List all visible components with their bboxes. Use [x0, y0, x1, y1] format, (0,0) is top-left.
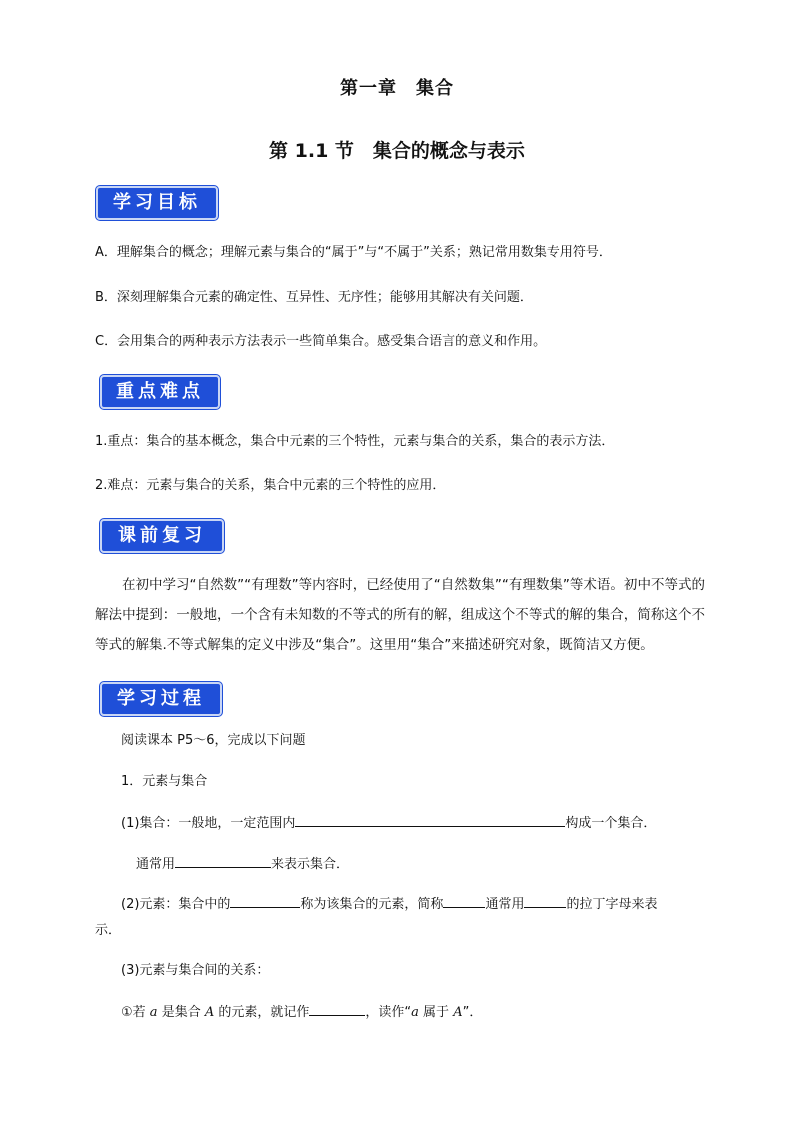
set-def-blank[interactable] — [295, 812, 565, 827]
belong-line — [121, 1001, 482, 1023]
set-def-prefix: (1)集合：一般地，一定范围内 — [121, 816, 296, 831]
chapter-title: 第一章 集合 — [340, 78, 454, 99]
elem-suffix: 的拉丁字母来表 — [566, 897, 658, 912]
var-A2: A — [453, 1005, 463, 1020]
key-point-2: 2.难点：元素与集合的关系，集合中元素的三个特性的应用． — [95, 478, 446, 493]
var-a2: a — [411, 1005, 419, 1020]
var-A: A — [204, 1005, 215, 1020]
element-definition-line — [121, 893, 657, 915]
set-def-suffix: 构成一个集合． — [565, 816, 657, 831]
belong-2: 是集合 — [161, 1005, 201, 1020]
belong-blank[interactable] — [309, 1001, 365, 1016]
var-a: a — [149, 1005, 158, 1020]
objective-a: A．理解集合的概念；理解元素与集合的“属于”与“不属于”关系；熟记常用数集专用符号． — [95, 245, 612, 260]
elem-blank-2[interactable] — [443, 893, 485, 908]
badge-preview: 课前复习 — [100, 519, 224, 553]
section-title: 第 1.1 节 集合的概念与表示 — [269, 140, 525, 162]
belong-3: 的元素，就记作 — [218, 1005, 310, 1020]
badge-process: 学习过程 — [100, 682, 222, 716]
elem-prefix: (2)元素：集合中的 — [121, 897, 231, 912]
belong-1: ①若 — [121, 1005, 146, 1020]
element-definition-wrap: 示． — [95, 923, 122, 938]
objective-b: B．深刻理解集合元素的确定性、互异性、无序性；能够用其解决有关问题． — [95, 290, 533, 305]
set-definition-line — [121, 812, 656, 834]
elem-blank-3[interactable] — [524, 893, 566, 908]
item-element-and-set: 1．元素与集合 — [121, 774, 208, 789]
elem-mid1: 称为该集合的元素，简称 — [300, 897, 444, 912]
preview-paragraph: 在初中学习“自然数”“有理数”等内容时，已经使用了“自然数集”“有理数集”等术语。初中不等式的解法中提到：一般地，一个含有未知数的不等式的所有的解，组成这个不等式的解的集合，简称这个不等式的解集.不等式解集的定义中涉及“集合”。这里用“集合”来描述研究对象，既简洁又方便。 — [95, 577, 705, 653]
belong-6: ”． — [462, 1005, 483, 1020]
objective-c: C．会用集合的两种表示方法表示一些简单集合。感受集合语言的意义和作用。 — [95, 334, 547, 349]
elem-mid2: 通常用 — [485, 897, 525, 912]
badge-objectives: 学习目标 — [96, 186, 218, 220]
notation-prefix: 通常用 — [136, 857, 176, 872]
notation-suffix: 来表示集合． — [271, 857, 350, 872]
belong-4: ，读作“ — [365, 1005, 412, 1020]
relation-heading: (3)元素与集合间的关系： — [121, 963, 270, 978]
notation-line — [136, 853, 349, 875]
notation-blank[interactable] — [175, 853, 271, 868]
belong-5: 属于 — [418, 1005, 454, 1020]
badge-key-points: 重点难点 — [100, 375, 220, 409]
key-point-1: 1.重点：集合的基本概念，集合中元素的三个特性，元素与集合的关系，集合的表示方法． — [95, 434, 615, 449]
reading-instruction: 阅读课本 P5～6，完成以下问题 — [121, 733, 306, 748]
elem-blank-1[interactable] — [230, 893, 300, 908]
